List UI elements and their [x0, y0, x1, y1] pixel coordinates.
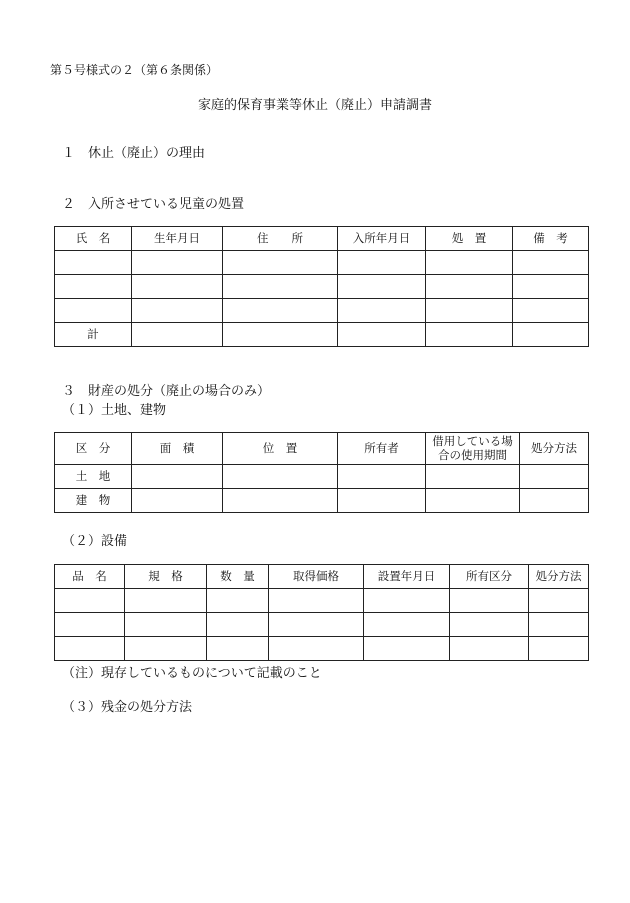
- table-row: [55, 299, 589, 323]
- children-table: [54, 226, 589, 347]
- table-cell: [364, 613, 450, 637]
- table-cell: [55, 275, 132, 299]
- total-row: [55, 323, 589, 347]
- table-cell: [132, 299, 223, 323]
- table-row: [55, 251, 589, 275]
- section-2-heading: ２ 入所させている児童の処置: [62, 197, 245, 212]
- table-cell: [426, 275, 513, 299]
- table-cell: [338, 489, 426, 513]
- table-cell: [55, 299, 132, 323]
- table-cell: [338, 275, 426, 299]
- section-1-heading: １ 休止（廃止）の理由: [62, 146, 206, 161]
- equipment-note: （注）現存しているものについて記載のこと: [62, 666, 322, 681]
- subsection-3-heading: （３）残金の処分方法: [62, 700, 193, 715]
- table-cell: [223, 465, 338, 489]
- table-row: [55, 465, 589, 489]
- column-header: 住 所: [223, 227, 338, 251]
- table-cell: [125, 589, 207, 613]
- table-header-row: [55, 227, 589, 251]
- section-3-heading: ３ 財産の処分（廃止の場合のみ）: [62, 384, 271, 399]
- table-cell: [338, 299, 426, 323]
- table-row: [55, 275, 589, 299]
- table-cell: [520, 465, 589, 489]
- table-cell: [132, 323, 223, 347]
- column-header: 入所年月日: [338, 227, 426, 251]
- column-header: 氏 名: [55, 227, 132, 251]
- table-cell: [529, 613, 589, 637]
- table-cell: [207, 637, 269, 661]
- table-cell: [529, 589, 589, 613]
- table-cell: [529, 637, 589, 661]
- table-cell: [223, 299, 338, 323]
- row-label: 土 地: [55, 465, 132, 489]
- land-buildings-table: [54, 432, 589, 513]
- table-cell: [223, 323, 338, 347]
- table-cell: [426, 251, 513, 275]
- table-cell: [338, 465, 426, 489]
- column-header: 区 分: [55, 433, 132, 465]
- table-cell: [513, 251, 589, 275]
- column-header: 処 置: [426, 227, 513, 251]
- form-number: 第５号様式の２（第６条関係）: [50, 63, 219, 77]
- table-header-row: [55, 433, 589, 465]
- column-header: 面 積: [132, 433, 223, 465]
- table-cell: [426, 489, 520, 513]
- table-cell: [132, 275, 223, 299]
- total-label: 計: [55, 323, 132, 347]
- column-header: 品 名: [55, 565, 125, 589]
- column-header: 数 量: [207, 565, 269, 589]
- table-cell: [132, 465, 223, 489]
- table-cell: [338, 323, 426, 347]
- column-header: 所有区分: [450, 565, 529, 589]
- subsection-2-heading: （２）設備: [62, 534, 128, 549]
- column-header: 位 置: [223, 433, 338, 465]
- table-cell: [520, 489, 589, 513]
- table-cell: [207, 613, 269, 637]
- column-header: 借用している場合の使用期間: [426, 433, 520, 465]
- table-cell: [426, 299, 513, 323]
- table-cell: [269, 613, 364, 637]
- table-cell: [426, 323, 513, 347]
- table-cell: [223, 251, 338, 275]
- column-header: 所有者: [338, 433, 426, 465]
- table-cell: [513, 323, 589, 347]
- table-cell: [450, 637, 529, 661]
- table-cell: [125, 637, 207, 661]
- table-cell: [132, 489, 223, 513]
- column-header: 規 格: [125, 565, 207, 589]
- table-cell: [132, 251, 223, 275]
- table-cell: [55, 637, 125, 661]
- table-cell: [269, 589, 364, 613]
- row-label: 建 物: [55, 489, 132, 513]
- column-header: 備 考: [513, 227, 589, 251]
- table-cell: [364, 589, 450, 613]
- table-cell: [223, 275, 338, 299]
- column-header: 設置年月日: [364, 565, 450, 589]
- table-cell: [223, 489, 338, 513]
- table-cell: [450, 589, 529, 613]
- table-cell: [269, 637, 364, 661]
- table-cell: [55, 251, 132, 275]
- table-row: [55, 613, 589, 637]
- table-cell: [364, 637, 450, 661]
- table-row: [55, 489, 589, 513]
- table-cell: [207, 589, 269, 613]
- table-cell: [125, 613, 207, 637]
- document-title: 家庭的保育事業等休止（廃止）申請調書: [197, 98, 432, 113]
- table-row: [55, 589, 589, 613]
- equipment-table: [54, 564, 589, 661]
- table-row: [55, 637, 589, 661]
- table-cell: [338, 251, 426, 275]
- table-cell: [55, 613, 125, 637]
- table-header-row: [55, 565, 589, 589]
- table-cell: [513, 299, 589, 323]
- table-cell: [426, 465, 520, 489]
- column-header: 処分方法: [520, 433, 589, 465]
- table-cell: [513, 275, 589, 299]
- table-cell: [450, 613, 529, 637]
- table-cell: [55, 589, 125, 613]
- subsection-1-heading: （１）土地、建物: [62, 403, 167, 418]
- column-header: 処分方法: [529, 565, 589, 589]
- column-header: 取得価格: [269, 565, 364, 589]
- column-header: 生年月日: [132, 227, 223, 251]
